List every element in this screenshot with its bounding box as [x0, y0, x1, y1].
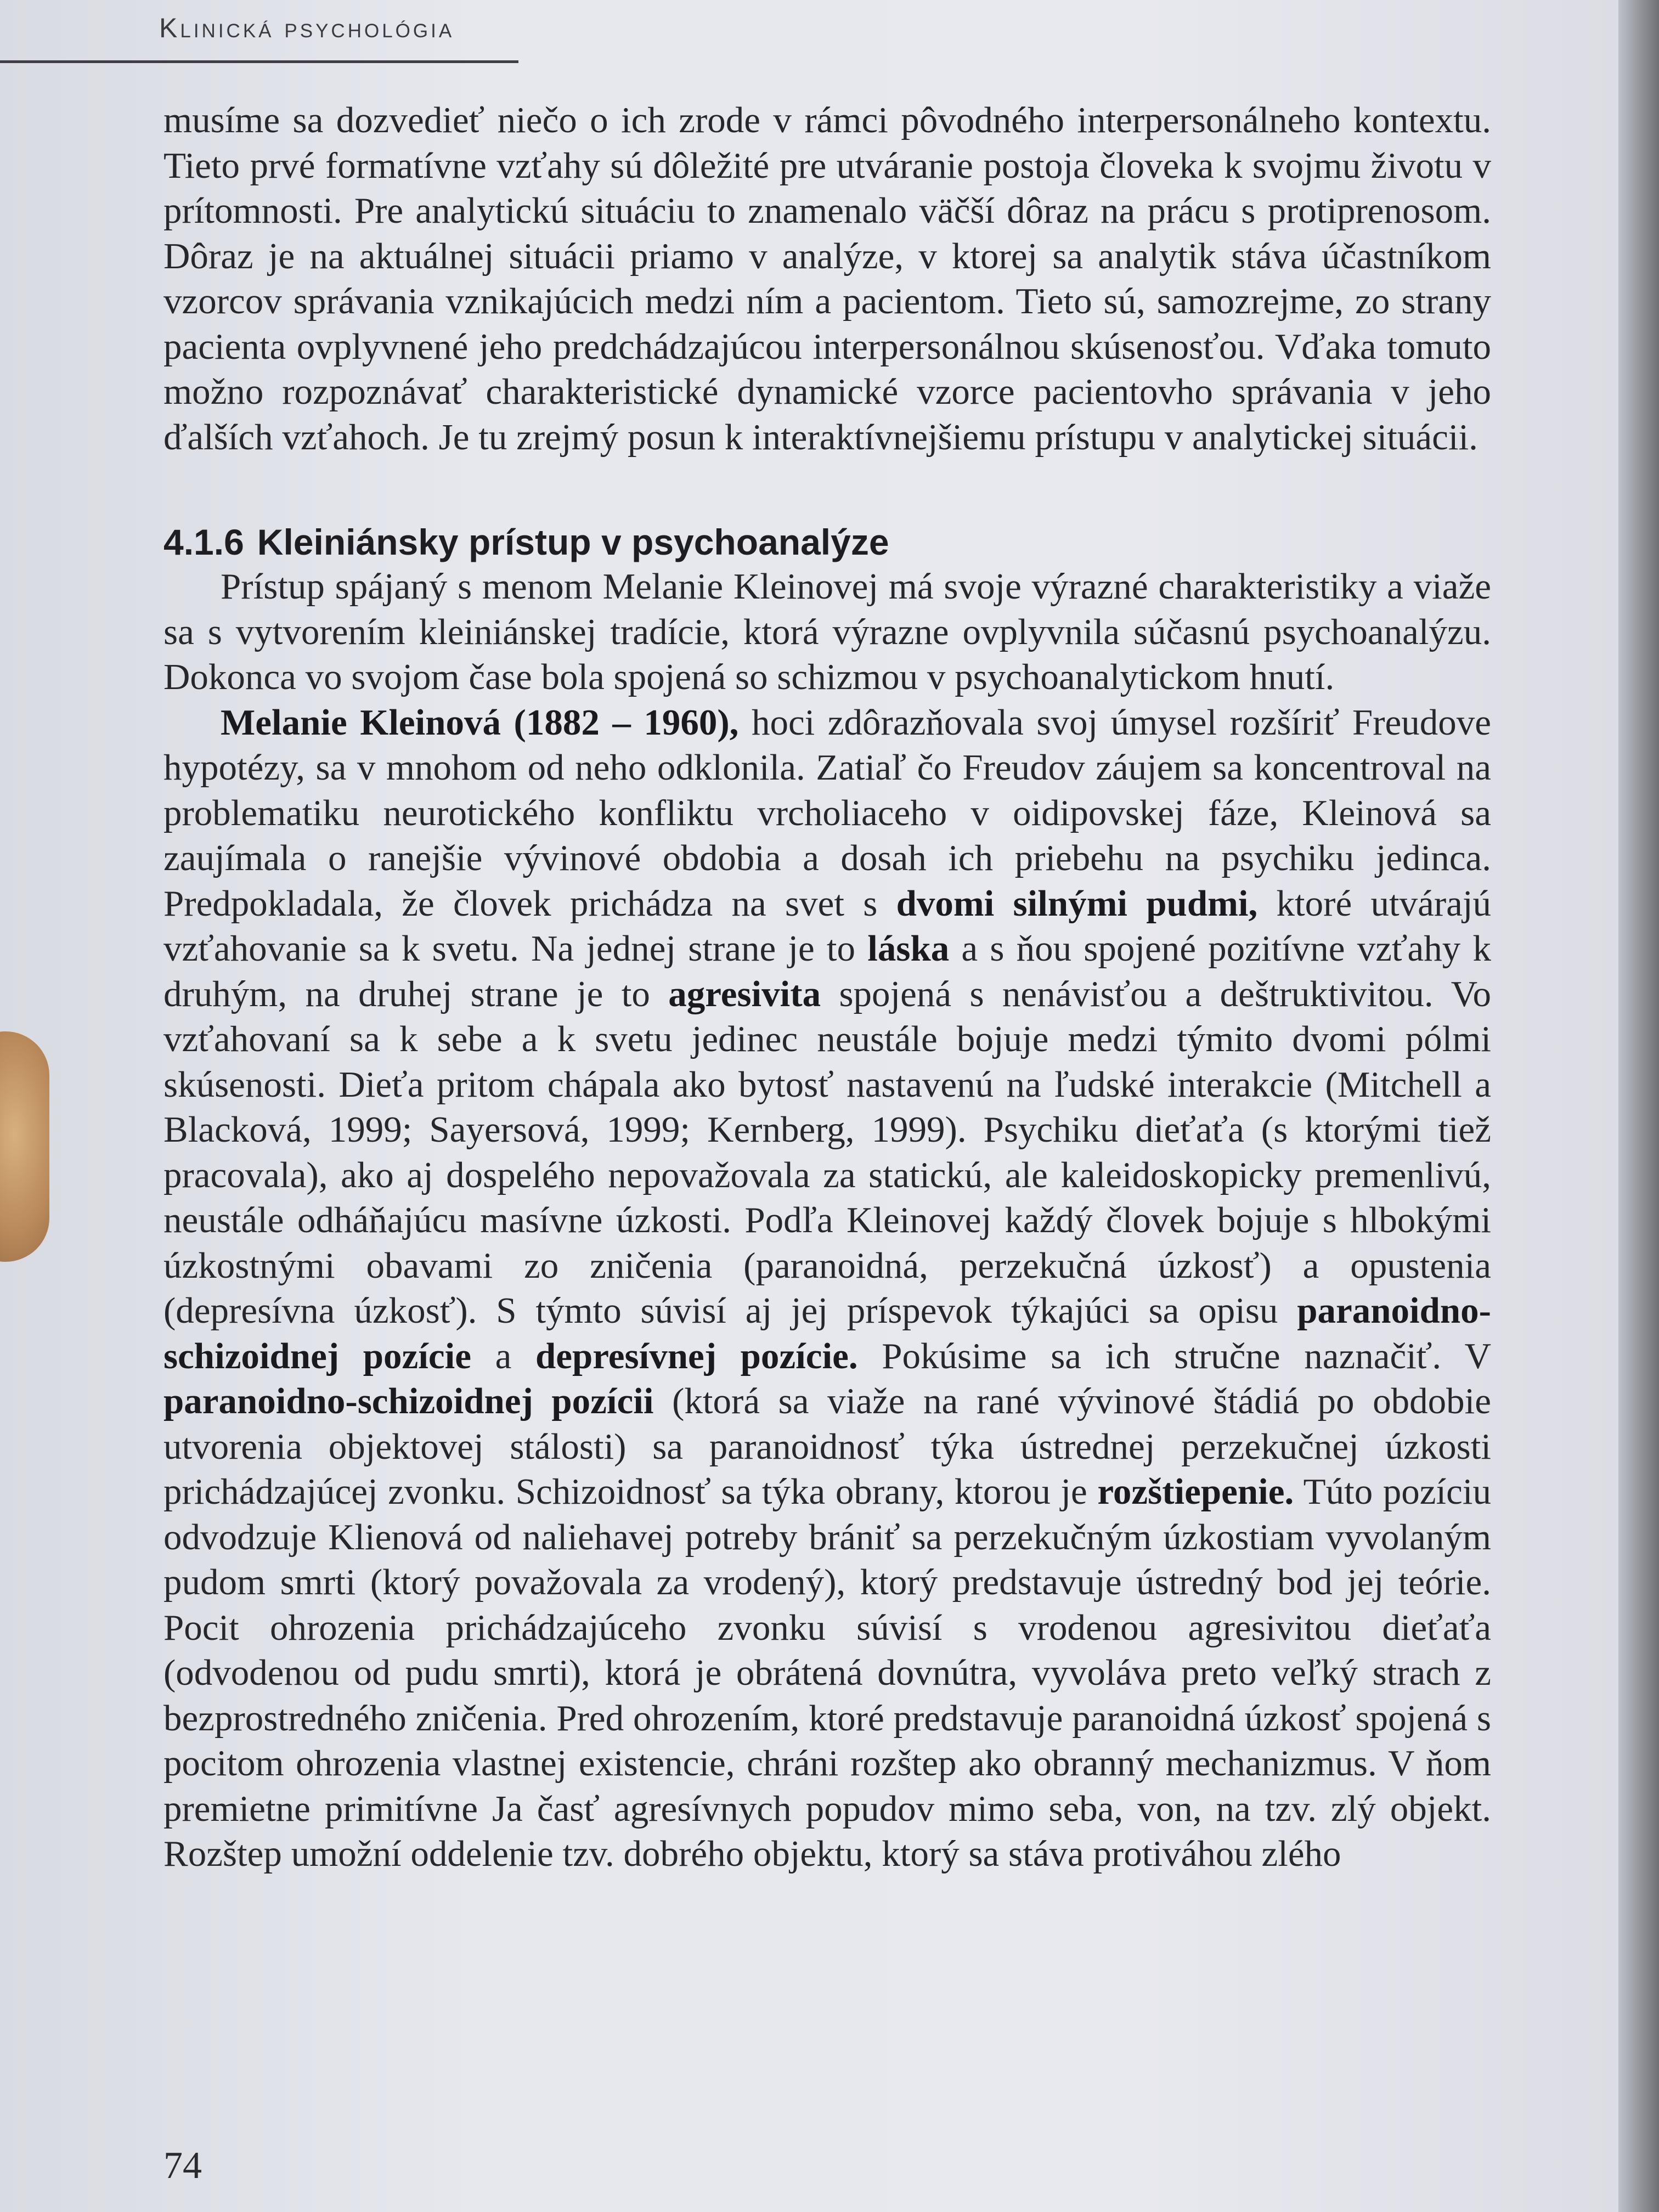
text-run: spojená s nenávisťou a deštruktivitou. Vo vzťahovaní sa k sebe a k svetu jedinec neustále bojuje medzi týmito dvomi pólmi skúsenosti. Dieťa pritom chápala ako bytosť nastavenú na ľudské interakcie (Mitchell a Blacková, 1999; Sayersová, 1999; Kernberg, 1999). Psychiku dieťaťa (s ktorými tiež pracovala), ako aj dospelého nepovažovala za statickú, ale kaleidoskopicky premenlivú, neustále odháňajúcu masívne úzkosti. Podľa Kleinovej každý človek bojuje s hlbokými úzkostnými obavami zo zničenia (paranoidná, perzekučná úzkosť) a opustenia (depresívna úzkosť). S týmto súvisí aj jej príspevok týkajúci sa opisu: [163, 973, 1491, 1331]
emphasis-term: láska: [867, 928, 950, 969]
emphasis-term: rozštiepenie.: [1097, 1471, 1294, 1512]
header-rule: [0, 60, 518, 63]
emphasis-term: depresívnej pozície.: [535, 1335, 858, 1376]
paragraph-3: [163, 700, 1491, 1877]
holding-thumb: [0, 1031, 49, 1262]
text-run: a s ňou spojené pozitívne vzťahy k druhým, na druhej strane je to: [163, 928, 1491, 1014]
text-run: (ktorá sa viaže na rané vývinové štádiá po obdobie utvorenia objektovej stálosti) sa paranoidnosť týka ústrednej perzekučnej úzkosti prichádzajúcej zvonku. Schizoidnosť sa týka obrany, ktorou je: [163, 1381, 1491, 1512]
emphasis-term: agresivita: [668, 973, 821, 1014]
emphasis-term: paranoidno-schizoidnej pozícii: [163, 1381, 654, 1421]
paragraph-1: musíme sa dozvedieť niečo o ich zrode v rámci pôvodného interpersonálneho kontextu. Tieto prvé formatívne vzťahy sú dôležité pre utváranie postoja človeka k svojmu životu v prítomnosti. Pre analytickú situáciu to znamenalo väčší dôraz na prácu s protiprenosom. Dôraz je na aktuálnej situácii priamo v analýze, v ktorej sa analytik stáva účastníkom vzorcov správania vznikajúcich medzi ním a pacientom. Tieto sú, samozrejme, zo strany pacienta ovplyvnené jeho predchádzajúcou interpersonálnou skúsenosťou. Vďaka tomuto možno rozpoznávať charakteristické dynamické vzorce pacientovho správania v jeho ďalších vzťahoch. Je tu zrejmý posun k interaktívnejšiemu prístupu v analytickej situácii.: [163, 100, 1491, 458]
running-header: Klinická psychológia: [159, 13, 455, 43]
paragraph-2: Prístup spájaný s menom Melanie Kleinovej má svoje výrazné charakteristiky a viaže sa s vytvorením kleiniánskej tradície, ktorá výrazne ovplyvnila súčasnú psychoanalýzu. Dokonca vo svojom čase bola spojená so schizmou v psychoanalytickom hnutí.: [163, 566, 1491, 697]
section-heading: [163, 520, 1491, 564]
section-title: Kleiniánsky prístup v psychoanalýze: [257, 522, 889, 562]
text-run: ktoré utvárajú vzťahovanie sa k svetu. Na jednej strane je to: [163, 883, 1491, 969]
text-run: a: [471, 1335, 535, 1376]
text-run: Pokúsime sa ich stručne naznačiť. V: [857, 1335, 1491, 1376]
body-text: [163, 98, 1491, 1877]
page-edge-shadow: [1618, 0, 1659, 2212]
page-number: 74: [163, 2145, 202, 2187]
emphasis-term: paranoidno-schizoidnej pozície: [163, 1290, 1491, 1376]
emphasis-name: Melanie Kleinová (1882 – 1960),: [221, 702, 739, 743]
text-run: hoci zdôrazňovala svoj úmysel rozšíriť Freudove hypotézy, sa v mnohom od neho odklonila. Zatiaľ čo Freudov záujem sa koncentroval na problematiku neurotického konfliktu vrcholiaceho v oidipovskej fáze, Kleinová sa zaujímala o ranejšie vývinové obdobia a dosah ich priebehu na psychiku jedinca. Predpokladala, že človek prichádza na svet s: [163, 702, 1491, 924]
emphasis-term: dvomi silnými pudmi,: [896, 883, 1258, 924]
section-number: 4.1.6: [163, 522, 244, 562]
text-run: Túto pozíciu odvodzuje Klienová od naliehavej potreby brániť sa perzekučným úzkostiam vyvolaným pudom smrti (ktorý považovala za vrodený), ktorý predstavuje ústredný bod jej teórie. Pocit ohrozenia prichádzajúceho zvonku súvisí s vrodenou agresivitou dieťaťa (odvodenou od pudu smrti), ktorá je obrátená dovnútra, vyvoláva preto veľký strach z bezprostredného zničenia. Pred ohrozením, ktoré predstavuje paranoidná úzkosť spojená s pocitom ohrozenia vlastnej existencie, chráni rozštep ako obranný mechanizmus. V ňom premietne primitívne Ja časť agresívnych popudov mimo seba, von, na tzv. zlý objekt. Rozštep umožní oddelenie tzv. dobrého objektu, ktorý sa stáva protiváhou zlého: [163, 1471, 1491, 1874]
